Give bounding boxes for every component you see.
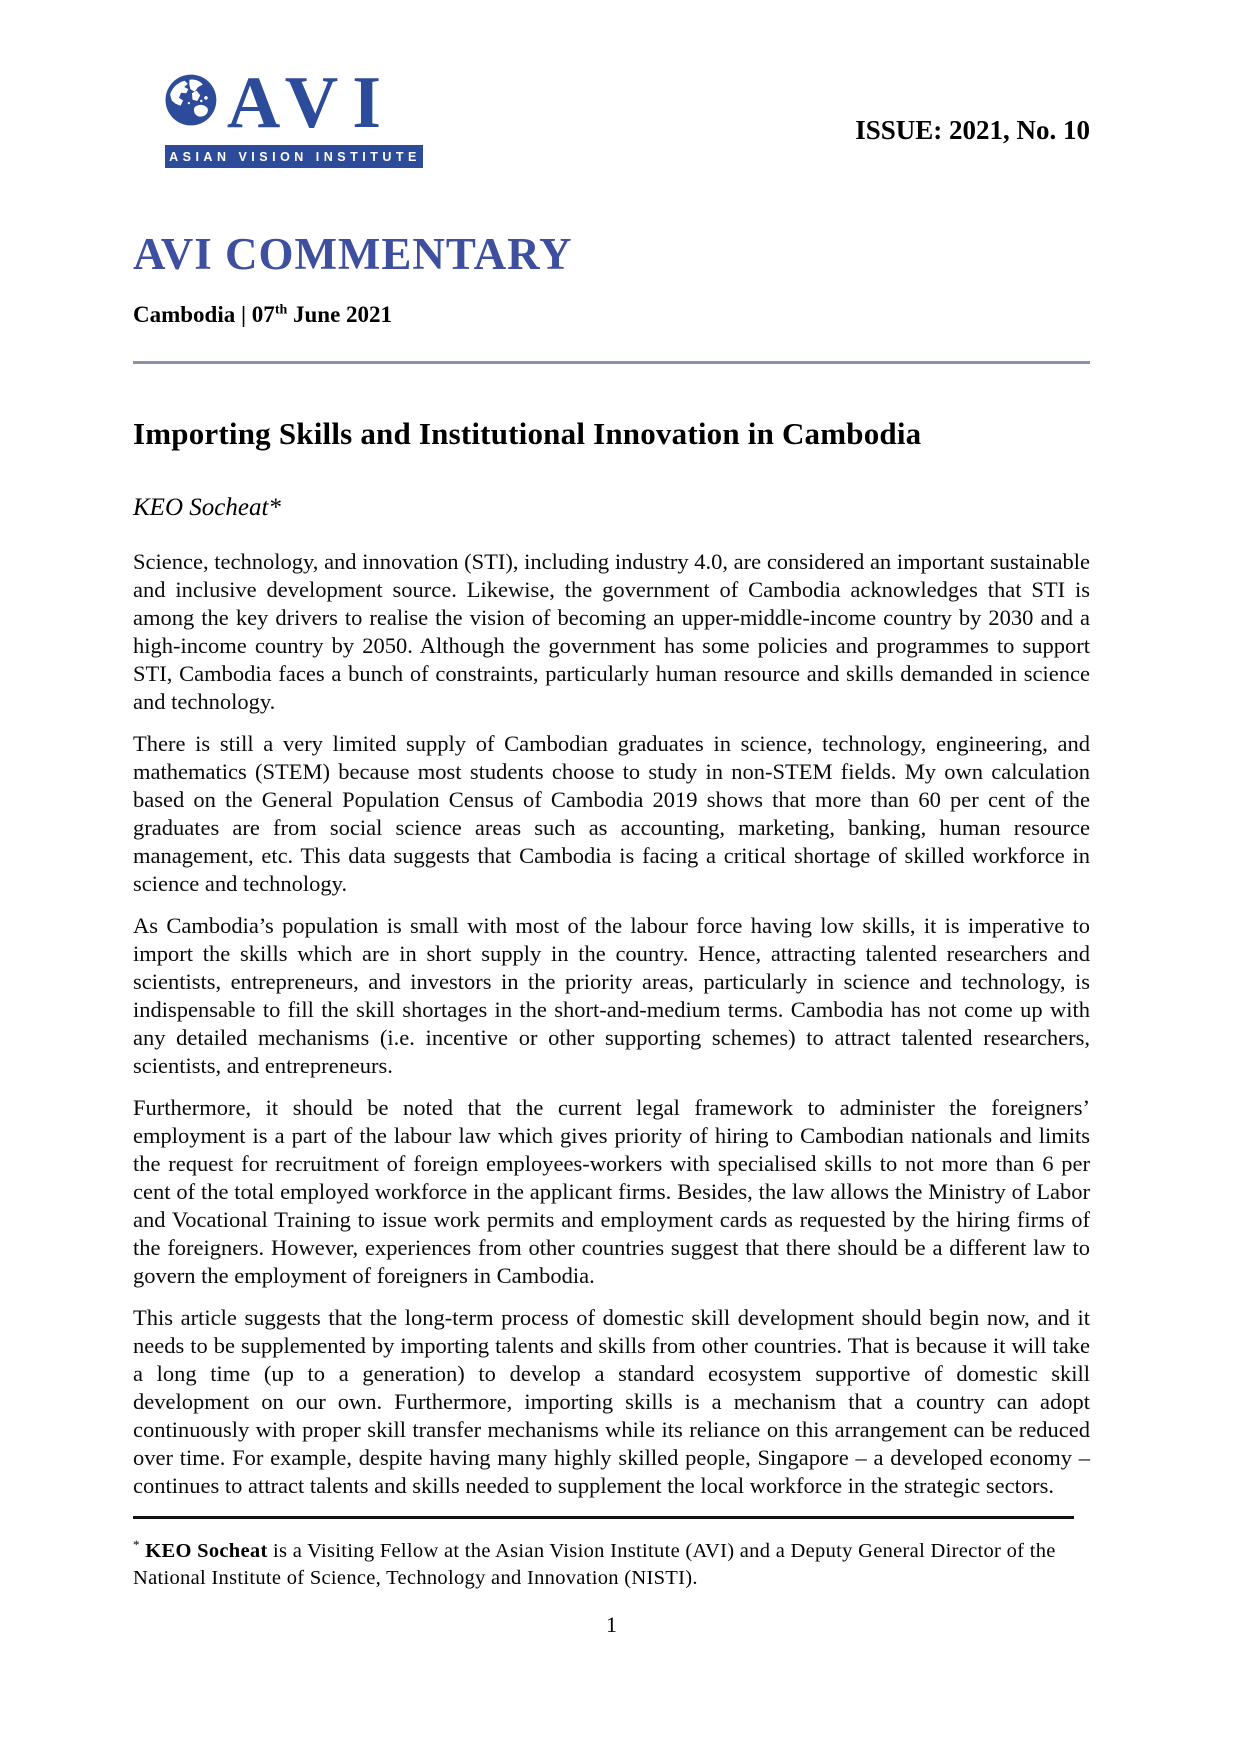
globe-icon: [165, 62, 217, 138]
footnote-text: is a Visiting Fellow at the Asian Vision Institute (AVI) and a Deputy General Director of the National Institute of Science, Technology and Innovation (NISTI).: [133, 1539, 1056, 1589]
logo-top-row: [165, 61, 395, 144]
article-body: [133, 548, 1090, 1500]
article-title: Importing Skills and Institutional Innovation in Cambodia: [133, 416, 922, 451]
footnote-author: KEO Socheat: [145, 1539, 268, 1562]
issue-label: ISSUE: 2021, No. 10: [855, 115, 1090, 145]
avi-logo: [133, 61, 421, 168]
date-prefix: Cambodia | 07: [133, 302, 275, 327]
footnote: [133, 1531, 1090, 1592]
body-paragraph: Science, technology, and innovation (STI), including industry 4.0, are considered an important sustainable and inclusive development source. Likewise, the government of Cambodia acknowledges that STI is among the key drivers to realise the vision of becoming an upper-middle-income country by 2030 and a high-income country by 2050. Although the government has some policies and programmes to support STI, Cambodia faces a bunch of constraints, particularly human resource and skills demanded in science and technology.: [133, 549, 1090, 714]
body-paragraph: This article suggests that the long-term process of domestic skill development should begin now, and it needs to be supplemented by importing talents and skills from other countries. That is because it will take a long time (up to a generation) to develop a standard ecosystem supportive of domestic skill development on our own. Furthermore, importing skills is a mechanism that a country can adopt continuously with proper skill transfer mechanisms while its reliance on this arrangement can be reduced over time. For example, despite having many highly skilled people, Singapore – a developed economy – continues to attract talents and skills needed to supplement the local workforce in the strategic sectors.: [133, 1305, 1090, 1498]
body-paragraph: As Cambodia’s population is small with most of the labour force having low skills, it is imperative to import the skills which are in short supply in the country. Hence, attracting talented researchers and scientists, entrepreneurs, and investors in the priority areas, particularly in science and technology, is indispensable to fill the skill shortages in the short-and-medium terms. Cambodia has not come up with any detailed mechanisms (i.e. incentive or other supporting schemes) to attract talented researchers, scientists, and entrepreneurs.: [133, 913, 1090, 1078]
masthead-title: AVI COMMENTARY: [133, 229, 573, 279]
date-suffix: June 2021: [287, 302, 393, 327]
logo-acronym: AVI: [226, 61, 395, 144]
body-paragraph: Furthermore, it should be noted that the current legal framework to administer the foreigners’ employment is a part of the labour law which gives priority of hiring to Cambodian nationals and limits the request for recruitment of foreign employees-workers with specialised skills to not more than 6 per cent of the total employed workforce in the applicant firms. Besides, the law allows the Ministry of Labor and Vocational Training to issue work permits and employment cards as requested by the hiring firms of the foreigners. However, experiences from other countries suggest that there should be a different law to govern the employment of foreigners in Cambodia.: [133, 1095, 1090, 1288]
footnote-marker: *: [133, 1537, 140, 1552]
date-ordinal-superscript: th: [274, 302, 288, 318]
header-divider-rule: [133, 361, 1090, 364]
date-line: [133, 302, 1090, 328]
page-number: 1: [606, 1611, 617, 1637]
author-line: KEO Socheat*: [133, 494, 281, 521]
header: [133, 62, 1090, 168]
body-paragraph: There is still a very limited supply of Cambodian graduates in science, technology, engineering, and mathematics (STEM) because most students choose to study in non-STEM fields. My own calculation based on the General Population Census of Cambodia 2019 shows that more than 60 per cent of the graduates are from social science areas such as accounting, marketing, banking, human resource management, etc. This data suggests that Cambodia is facing a critical shortage of skilled workforce in science and technology.: [133, 731, 1090, 896]
logo-banner: ASIAN VISION INSTITUTE: [165, 145, 423, 168]
footnote-divider-rule: [133, 1516, 1074, 1519]
